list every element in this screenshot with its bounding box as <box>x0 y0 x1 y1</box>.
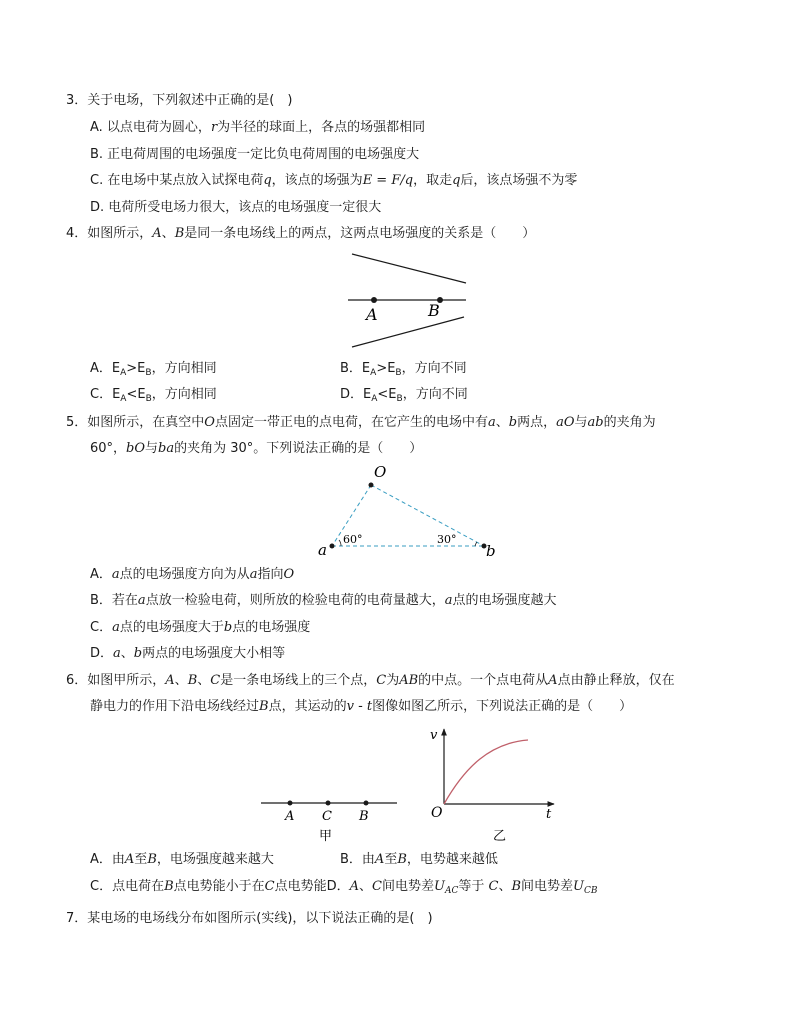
q6-cd-t2: 点电势能小于在 <box>173 879 265 894</box>
q5-s1-t2: 点固定一带正电的点电荷，在它产生的电场中有 <box>214 415 488 430</box>
q5-s1-var-a: a <box>487 415 496 430</box>
q6-yi-label-v: v <box>430 728 438 743</box>
q4-b-text-1: B．E <box>340 361 371 376</box>
q4-c-text-3: ，方向相同 <box>151 387 217 402</box>
q6-s1-v4: C <box>376 673 387 688</box>
q5-s1-t6: 的夹角为 <box>603 415 656 430</box>
q4-a-sub-1: A <box>120 368 127 378</box>
q4-b-sub-1: A <box>370 368 377 378</box>
q5-stem-line-1 <box>66 414 656 432</box>
q5-s1-t4: 两点， <box>517 415 557 430</box>
q3-option-b: B. 正电荷周围的电场强度一定比负电荷周围的电场强度大 <box>90 147 420 162</box>
q6-s1-v5: AB <box>399 673 419 688</box>
q3-c-var-q: q <box>263 173 272 188</box>
q6-a-v2: B <box>147 852 157 867</box>
q6-cd-t1: C．点电荷在 <box>90 879 165 894</box>
q6-b-t2: 至 <box>384 852 398 867</box>
q6-s1-t2: 、 <box>174 673 188 688</box>
q4-stem <box>66 225 535 243</box>
q6-figure-yi-vt-graph <box>420 725 560 845</box>
q4-stem-var-b: B <box>174 226 185 241</box>
q3-option-a <box>90 119 425 137</box>
q4-option-d <box>340 386 468 408</box>
q5-s2-var-bo: bO <box>126 441 146 456</box>
q5-s1-var-b: b <box>508 415 518 430</box>
q6-s1-t6: 的中点。一个点电荷从 <box>418 673 549 688</box>
q5-d-v1: a <box>113 646 121 661</box>
q3-c-var-q2: q <box>452 173 461 188</box>
q4-stem-text-2: 、 <box>161 226 175 241</box>
q6-cd-v3: A <box>349 879 360 894</box>
q5-label-o: O <box>374 463 387 481</box>
q3-option-d: D. 电荷所受电场力很大，该点的电场强度一定很大 <box>90 200 382 215</box>
q4-label-b: B <box>428 301 440 320</box>
q4-label-a: A <box>366 305 378 324</box>
q6-jia-caption: 甲 <box>319 829 333 844</box>
q6-s1-t5: 为 <box>386 673 400 688</box>
q5-s2-var-ba: ba <box>158 441 175 456</box>
q6-b-v2: B <box>397 852 407 867</box>
q6-cd-t5: 间电势差 <box>381 879 434 894</box>
q5-point-o <box>369 483 374 488</box>
q6-b-v1: A <box>374 852 385 867</box>
q5-c-t2: 点的电场强度大于 <box>119 620 224 635</box>
q6-b-t1: B．由 <box>340 852 375 867</box>
q6-s2-t2: 点，其运动的 <box>268 699 347 714</box>
q6-cd-t3: 点电势能D． <box>274 879 350 894</box>
q5-c-v1: a <box>112 620 120 635</box>
q6-s1-v3: C <box>210 673 221 688</box>
q4-d-text-1: D．E <box>340 387 372 402</box>
q3-c-text-1: C. 在电场中某点放入试探电荷 <box>90 173 264 188</box>
q6-s2-t3: - <box>353 699 367 714</box>
q4-stem-var-a: A <box>152 226 162 241</box>
q3-a-text-1: A. 以点电荷为圆心， <box>90 120 211 135</box>
q5-s1-t5: 与 <box>574 415 588 430</box>
q5-s1-var-o: O <box>204 415 215 430</box>
q6-s1-t7: 点由静止释放，仅在 <box>557 673 675 688</box>
q3-c-text-3: ，取走 <box>413 173 453 188</box>
q5-angle-arc-b <box>475 542 477 546</box>
q6-s1-v6: A <box>548 673 558 688</box>
q6-cd-v4: C <box>372 879 382 894</box>
q5-c-v2: b <box>223 620 233 635</box>
q6-cd-v5: C <box>488 879 499 894</box>
q6-option-b <box>340 851 498 869</box>
q6-figure-jia <box>255 790 405 846</box>
q5-angle-arc-a <box>339 540 341 546</box>
q3-c-text-2: ，该点的场强为 <box>271 173 363 188</box>
q4-b-sub-2: B <box>395 368 402 378</box>
q4-c-text-1: C．E <box>90 387 121 402</box>
q6-cd-u1: U <box>434 879 445 894</box>
q6-jia-point-c <box>326 801 331 806</box>
q4-d-text-3: ，方向不同 <box>402 387 468 402</box>
q6-cd-v2: C <box>264 879 275 894</box>
q6-s2-t4: 图像如图乙所示，下列说法正确的是（ ） <box>372 699 633 714</box>
q6-cd-sub-ac: AC <box>444 886 459 896</box>
q6-cd-u2: U <box>573 879 585 894</box>
q6-stem-line-1 <box>66 672 675 690</box>
q5-s2-t1: 60°， <box>90 441 127 456</box>
q5-d-t1: D． <box>90 646 114 661</box>
q6-jia-point-a <box>288 801 293 806</box>
q5-c-t3: 点的电场强度 <box>232 620 311 635</box>
q5-s1-var-ao: aO <box>556 415 575 430</box>
q4-b-text-3: ，方向不同 <box>401 361 467 376</box>
q4-stem-text-1: 4．如图所示， <box>66 226 153 241</box>
q6-a-t1: A．由 <box>90 852 125 867</box>
q5-b-t2: 点放一检验电荷，则所放的检验电荷的电荷量越大， <box>145 593 445 608</box>
q5-b-v2: a <box>444 593 453 608</box>
q5-option-b <box>90 592 556 610</box>
q6-jia-label-b: B <box>359 809 369 824</box>
q5-d-t3: 两点的电场强度大小相等 <box>142 646 286 661</box>
q6-yi-label-t: t <box>546 807 552 822</box>
q3-a-var-r: r <box>210 120 218 135</box>
q4-upper-field-line <box>352 254 466 283</box>
q4-a-text-1: A．E <box>90 361 121 376</box>
q6-s1-t3: 、 <box>197 673 211 688</box>
q6-cd-v1: B <box>164 879 174 894</box>
q5-a-t3: 指向 <box>257 567 284 582</box>
q5-triangle-figure <box>312 462 502 560</box>
q4-a-text-3: ，方向相同 <box>151 361 217 376</box>
q5-a-t1: A． <box>90 567 112 582</box>
q5-b-t1: B．若在 <box>90 593 138 608</box>
q3-a-text-2: 为半径的球面上，各点的场强都相同 <box>217 120 426 135</box>
q5-c-t1: C． <box>90 620 113 635</box>
q5-d-v2: b <box>133 646 143 661</box>
q5-label-b: b <box>486 542 496 560</box>
q4-option-c <box>90 386 217 408</box>
q6-cd-t8: 间电势差 <box>521 879 574 894</box>
q4-c-sub-2: B <box>145 394 152 404</box>
q5-s2-t3: 的夹角为 30°。下列说法正确的是（ ） <box>174 441 423 456</box>
q4-d-sub-2: B <box>396 394 403 404</box>
q6-s2-v1: B <box>259 699 269 714</box>
q6-cd-v6: B <box>511 879 522 894</box>
q6-a-t3: ，电场强度越来越大 <box>156 852 274 867</box>
q4-c-sub-1: A <box>120 394 127 404</box>
q4-a-sub-2: B <box>145 368 152 378</box>
q6-a-v1: A <box>124 852 135 867</box>
q4-field-line-figure <box>340 250 470 350</box>
q6-option-c-d <box>90 878 598 900</box>
q6-option-a <box>90 851 274 869</box>
q5-side-bo <box>371 485 484 546</box>
q5-b-t3: 点的电场强度越大 <box>452 593 557 608</box>
q4-point-a <box>371 297 377 303</box>
q6-s2-v3: t <box>366 699 373 714</box>
q3-c-formula: E = F/q <box>362 173 414 188</box>
q6-s2-v2: v <box>346 699 354 714</box>
q6-yi-vt-curve <box>444 740 528 804</box>
q6-s1-v1: A <box>165 673 175 688</box>
q6-b-t3: ，电势越来越低 <box>406 852 498 867</box>
q6-cd-t6: 等于 <box>458 879 489 894</box>
q5-point-a <box>330 544 335 549</box>
q5-stem-line-2 <box>90 440 422 458</box>
q6-yi-caption: 乙 <box>493 829 507 844</box>
q6-cd-t7: 、 <box>498 879 512 894</box>
q5-angle-label-60: 60° <box>343 533 363 546</box>
q6-s1-t1: 6．如图甲所示， <box>66 673 166 688</box>
q4-a-text-2: >E <box>126 361 146 376</box>
q3-option-c <box>90 172 577 190</box>
q6-s1-v2: B <box>187 673 198 688</box>
q5-option-d <box>90 645 285 663</box>
q3-stem: 3．关于电场，下列叙述中正确的是( ) <box>66 93 293 108</box>
q5-d-t2: 、 <box>120 646 134 661</box>
q7-stem: 7．某电场的电场线分布如图所示(实线)，以下说法正确的是( ) <box>66 911 433 926</box>
q4-option-a <box>90 360 217 382</box>
q6-jia-label-c: C <box>322 809 332 824</box>
q6-yi-label-o: O <box>431 805 443 821</box>
q3-c-text-4: 后，该点场强不为零 <box>460 173 578 188</box>
q6-jia-label-a: A <box>285 809 295 824</box>
q4-stem-text-3: 是同一条电场线上的两点，这两点电场强度的关系是（ ） <box>184 226 536 241</box>
q5-angle-label-30: 30° <box>437 533 457 546</box>
q5-s1-var-ab: ab <box>587 415 604 430</box>
q5-s2-t2: 与 <box>145 441 159 456</box>
q5-label-a: a <box>318 541 327 559</box>
q5-s1-t1: 5．如图所示，在真空中 <box>66 415 205 430</box>
q5-a-v3: O <box>283 567 295 582</box>
q6-s2-t1: 静电力的作用下沿电场线经过 <box>90 699 260 714</box>
q5-s1-t3: 、 <box>495 415 509 430</box>
q5-a-t2: 点的电场强度方向为从 <box>119 567 250 582</box>
q4-c-text-2: <E <box>126 387 146 402</box>
q4-d-sub-1: A <box>371 394 378 404</box>
q6-stem-line-2 <box>90 698 632 716</box>
q6-cd-sub-cb: CB <box>584 886 598 896</box>
q6-cd-t4: 、 <box>359 879 373 894</box>
q5-b-v1: a <box>137 593 146 608</box>
q6-a-t2: 至 <box>134 852 148 867</box>
q5-a-v2: a <box>249 567 258 582</box>
q6-s1-t4: 是一条电场线上的三个点， <box>220 673 377 688</box>
q5-a-v1: a <box>111 567 120 582</box>
q5-option-c <box>90 619 310 637</box>
q5-option-a <box>90 566 294 584</box>
q4-b-text-2: >E <box>376 361 396 376</box>
q6-jia-point-b <box>364 801 369 806</box>
q4-option-b <box>340 360 467 382</box>
q4-d-text-2: <E <box>377 387 397 402</box>
